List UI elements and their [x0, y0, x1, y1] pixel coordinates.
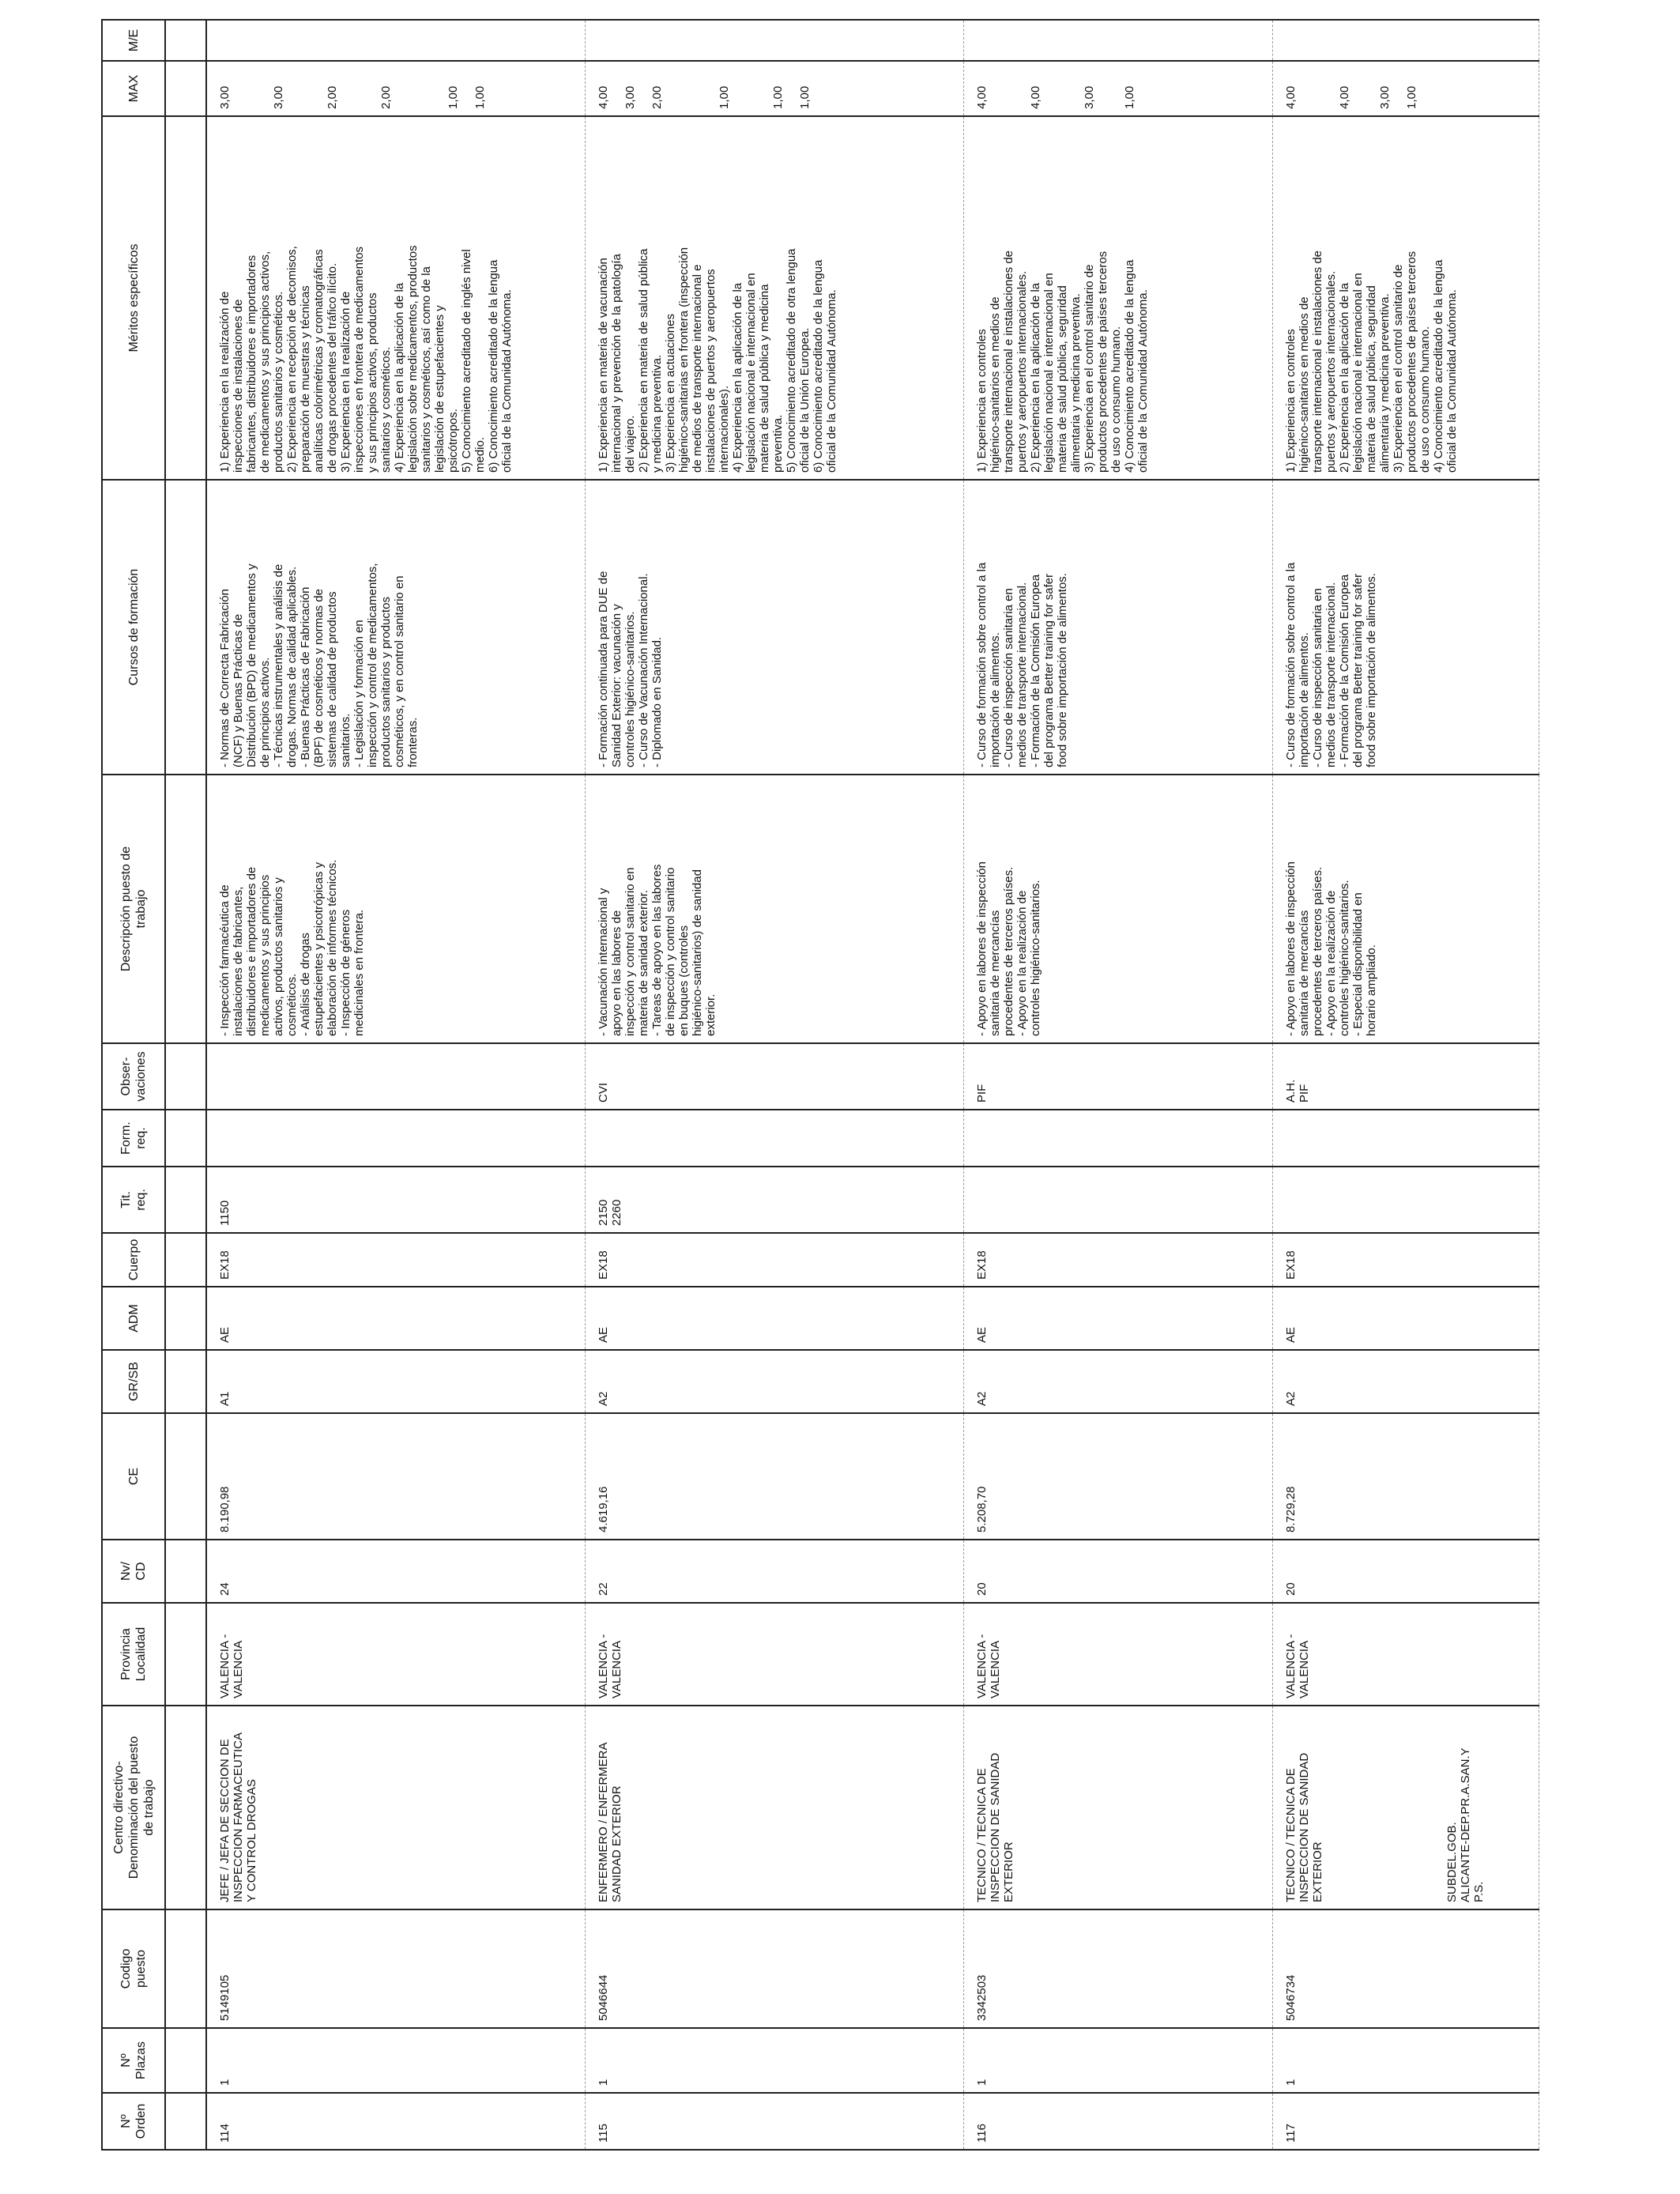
- titulacion-cell: [1273, 1167, 1539, 1233]
- centro-cell: JEFE / JEFA DE SECCION DE INSPECCION FARMACEUTICA Y CONTROL DROGAS: [206, 1706, 586, 1909]
- descripcion-cell: - Vacunación internacional y apoyo en las labores de inspección y control sanitario en materia de sanidad exterior. - Tareas de apoyo en las labores de inspección y control sanitario en buques (controles higiénico-sanitarios) de sanidad exterior.: [586, 775, 964, 1043]
- spacer-cell: [165, 1603, 206, 1706]
- max-cell: 4,00 4,00 3,00 1,00: [1273, 61, 1539, 116]
- ce-cell: 5.208,70: [964, 1413, 1273, 1540]
- orden-cell: 114: [206, 2093, 586, 2150]
- header-descripcion: Descripción puesto de trabajo: [102, 775, 165, 1043]
- spacer-cell: [165, 2028, 206, 2093]
- adm-cell: AE: [1273, 1287, 1539, 1350]
- centro-cell: TECNICO / TECNICA DE INSPECCION DE SANIDAD EXTERIOR SUBDEL.GOB. ALICANTE-DEP.PR.A.SAN.Y P.S.: [1273, 1706, 1539, 1909]
- header-centro: Centro directivo- Denominación del puesto de trabajo: [102, 1706, 165, 1909]
- table-spacer-row: [165, 20, 206, 2150]
- spacer-cell: [165, 20, 206, 61]
- header-cursos: Cursos de formación: [102, 480, 165, 775]
- nivel-cell: 24: [206, 1540, 586, 1603]
- spacer-cell: [165, 1706, 206, 1909]
- plazas-cell: 1: [586, 2028, 964, 2093]
- meritos-cell: 1) Experiencia en materia de vacunación internacional y prevención de la patología del viajero. 2) Experiencia en materia de salud pública y medicina preventiva. 3) Experiencia en actuaciones higiénico-sanitarias en frontera (inspección de medios de transporte internacional e instalaciones de puertos y aeropuertos internacionales). 4) Experiencia en la aplicación de la legislación nacional e internacional en materia de salud pública y medicina preventiva. 5) Conocimiento acreditado de otra lengua oficial de la Unión Europea. 6) Conocimiento acreditado de la lengua oficial de la Comunidad Autónoma.: [586, 116, 964, 480]
- adm-cell: AE: [206, 1287, 586, 1350]
- spacer-cell: [165, 1287, 206, 1350]
- plazas-cell: 1: [206, 2028, 586, 2093]
- spacer-cell: [165, 1350, 206, 1413]
- header-max: MAX: [102, 61, 165, 116]
- titulacion-cell: 1150: [206, 1167, 586, 1233]
- ce-cell: 4.619,16: [586, 1413, 964, 1540]
- codigo-cell: 5046734: [1273, 1909, 1539, 2028]
- header-observaciones: Obser- vaciones: [102, 1043, 165, 1110]
- provincia-cell: VALENCIA - VALENCIA: [586, 1603, 964, 1706]
- header-row: [102, 20, 165, 2150]
- plazas-cell: 1: [964, 2028, 1273, 2093]
- meritos-cell: 1) Experiencia en controles higiénico-sanitarios en medios de transporte internacional e instalaciones de puertos y aeropuertos internacionales. 2) Experiencia en la aplicación de la legislación nacional e internacional en materia de salud pública, seguridad alimentaria y medicina preventiva. 3) Experiencia en el control sanitario de productos procedentes de países terceros de uso o consumo humano. 4) Conocimiento acreditado de la lengua oficial de la Comunidad Autónoma.: [1273, 116, 1539, 480]
- header-cuerpo: Cuerpo: [102, 1233, 165, 1287]
- spacer-cell: [165, 1110, 206, 1167]
- descripcion-cell: - Apoyo en labores de inspección sanitaria de mercancías procedentes de terceros países. - Apoyo en la realización de controles higiénico-sanitarios.: [964, 775, 1273, 1043]
- cuerpo-cell: EX18: [964, 1233, 1273, 1287]
- observaciones-cell: [206, 1043, 586, 1110]
- grupo-cell: A1: [206, 1350, 586, 1413]
- adm-cell: AE: [964, 1287, 1273, 1350]
- header-titulacion: Tit. req.: [102, 1167, 165, 1233]
- table-row: [1273, 20, 1539, 2150]
- cuerpo-cell: EX18: [1273, 1233, 1539, 1287]
- max-cell: 3,00 3,00 2,00 2,00 1,00 1,00: [206, 61, 586, 116]
- spacer-cell: [165, 1540, 206, 1603]
- orden-cell: 116: [964, 2093, 1273, 2150]
- grupo-cell: A2: [1273, 1350, 1539, 1413]
- adm-cell: AE: [586, 1287, 964, 1350]
- nivel-cell: 20: [964, 1540, 1273, 1603]
- cursos-cell: - Curso de formación sobre control a la importación de alimentos. - Curso de inspección sanitaria en medios de transporte internacional. - Formación de la Comisión Europea del programa Better training for safer food sobre importación de alimentos.: [1273, 480, 1539, 775]
- table-row: [964, 20, 1273, 2150]
- cursos-cell: - Curso de formación sobre control a la importación de alimentos. - Curso de inspección sanitaria en medios de transporte internacional. - Formación de la Comisión Europea del programa Better training for safer food sobre importación de alimentos.: [964, 480, 1273, 775]
- formacion-cell: [206, 1110, 586, 1167]
- cuerpo-cell: EX18: [206, 1233, 586, 1287]
- spacer-cell: [165, 775, 206, 1043]
- header-adm: ADM: [102, 1287, 165, 1350]
- header-formacion: Form. req.: [102, 1110, 165, 1167]
- nivel-cell: 20: [1273, 1540, 1539, 1603]
- spacer-cell: [165, 1233, 206, 1287]
- codigo-cell: 3342503: [964, 1909, 1273, 2028]
- centro-cell: ENFERMERO / ENFERMERA SANIDAD EXTERIOR: [586, 1706, 964, 1909]
- me-cell: [964, 20, 1273, 61]
- spacer-cell: [165, 61, 206, 116]
- cursos-cell: - Formación continuada para DUE de Sanidad Exterior: vacunación y controles higiénico-sanitarios. - Curso de Vacunación Internacional. - Diplomado en Sanidad.: [586, 480, 964, 775]
- header-codigo: Codigo puesto: [102, 1909, 165, 2028]
- grupo-cell: A2: [964, 1350, 1273, 1413]
- grupo-cell: A2: [586, 1350, 964, 1413]
- me-cell: [1273, 20, 1539, 61]
- formacion-cell: [586, 1110, 964, 1167]
- me-cell: [586, 20, 964, 61]
- spacer-cell: [165, 480, 206, 775]
- observaciones-cell: PIF: [964, 1043, 1273, 1110]
- provincia-cell: VALENCIA - VALENCIA: [1273, 1603, 1539, 1706]
- formacion-cell: [1273, 1110, 1539, 1167]
- orden-cell: 115: [586, 2093, 964, 2150]
- header-provincia: Provincia Localidad: [102, 1603, 165, 1706]
- titulacion-cell: 2150 2260: [586, 1167, 964, 1233]
- cuerpo-cell: EX18: [586, 1233, 964, 1287]
- nivel-cell: 22: [586, 1540, 964, 1603]
- observaciones-cell: CVI: [586, 1043, 964, 1110]
- provincia-cell: VALENCIA - VALENCIA: [206, 1603, 586, 1706]
- titulacion-cell: [964, 1167, 1273, 1233]
- provincia-cell: VALENCIA - VALENCIA: [964, 1603, 1273, 1706]
- header-plazas: Nº Plazas: [102, 2028, 165, 2093]
- codigo-cell: 5046644: [586, 1909, 964, 2028]
- job-positions-table: [101, 19, 1539, 2151]
- spacer-cell: [165, 1909, 206, 2028]
- observaciones-cell: A.H. PIF: [1273, 1043, 1539, 1110]
- spacer-cell: [165, 116, 206, 480]
- centro-cell: TECNICO / TECNICA DE INSPECCION DE SANIDAD EXTERIOR: [964, 1706, 1273, 1909]
- max-cell: 4,00 3,00 2,00 1,00 1,00 1,00: [586, 61, 964, 116]
- descripcion-cell: - Apoyo en labores de inspección sanitaria de mercancías procedentes de terceros países. - Apoyo en la realización de controles higiénico-sanitarios. - Especial disponibilidad en horario ampliado.: [1273, 775, 1539, 1043]
- codigo-cell: 5149105: [206, 1909, 586, 2028]
- table-row: [206, 20, 586, 2150]
- orden-cell: 117: [1273, 2093, 1539, 2150]
- plazas-cell: 1: [1273, 2028, 1539, 2093]
- header-me: M/E: [102, 20, 165, 61]
- header-meritos: Méritos específicos: [102, 116, 165, 480]
- meritos-cell: 1) Experiencia en controles higiénico-sanitarios en medios de transporte internacional e instalaciones de puertos y aeropuertos internacionales. 2) Experiencia en la aplicación de la legislación nacional e internacional en materia de salud pública, seguridad alimentaria y medicina preventiva. 3) Experiencia en el control sanitario de productos procedentes de países terceros de uso o consumo humano. 4) Conocimiento acreditado de la lengua oficial de la Comunidad Autónoma.: [964, 116, 1273, 480]
- spacer-cell: [165, 2093, 206, 2150]
- max-cell: 4,00 4,00 3,00 1,00: [964, 61, 1273, 116]
- formacion-cell: [964, 1110, 1273, 1167]
- descripcion-cell: - Inspección farmacéutica de instalaciones de fabricantes, distribuidores e importadores de medicamentos y sus principios activos, productos sanitarios y cosméticos. - Análisis de drogas estupefacientes y psicotrópicas y elaboración de informes técnicos. - Inspección de géneros medicinales en frontera.: [206, 775, 586, 1043]
- spacer-cell: [165, 1167, 206, 1233]
- header-ce: CE: [102, 1413, 165, 1540]
- spacer-cell: [165, 1413, 206, 1540]
- cursos-cell: - Normas de Correcta Fabricación (NCF) y Buenas Prácticas de Distribución (BPD) de medicamentos y de principios activos. - Técnicas instrumentales y análisis de drogas. Normas de calidad aplicables. - Buenas Prácticas de Fabricación (BPF) de cosméticos y normas de sistemas de calidad de productos sanitarios. - Legislación y formación en inspección y control de medicamentos, productos sanitarios y productos cosméticos, y en control sanitario en fronteras.: [206, 480, 586, 775]
- me-cell: [206, 20, 586, 61]
- spacer-cell: [165, 1043, 206, 1110]
- ce-cell: 8.729,28: [1273, 1413, 1539, 1540]
- table-row: [586, 20, 964, 2150]
- meritos-cell: 1) Experiencia en la realización de inspecciones de instalaciones de fabricantes, distribuidores e importadores de medicamentos y sus principios activos, productos sanitarios y cosméticos. 2) Experiencia en recepción de decomisos, preparación de muestras y técnicas analíticas colorimétricas y cromatográficas de drogas procedentes del tráfico ilícito. 3) Experiencia en la realización de inspecciones en frontera de medicamentos y sus principios activos, productos sanitarios y cosméticos. 4) Experiencia en la aplicación de la legislación sobre medicamentos, productos sanitarios y cosméticos, así como de la legislación de estupefacientes y psicótropos. 5) Conocimiento acreditado de inglés nivel medio. 6) Conocimiento acreditado de la lengua oficial de la Comunidad Autónoma.: [206, 116, 586, 480]
- header-grupo: GR/SB: [102, 1350, 165, 1413]
- ce-cell: 8.190,98: [206, 1413, 586, 1540]
- header-orden: Nº Orden: [102, 2093, 165, 2150]
- header-nivel: Nv/ CD: [102, 1540, 165, 1603]
